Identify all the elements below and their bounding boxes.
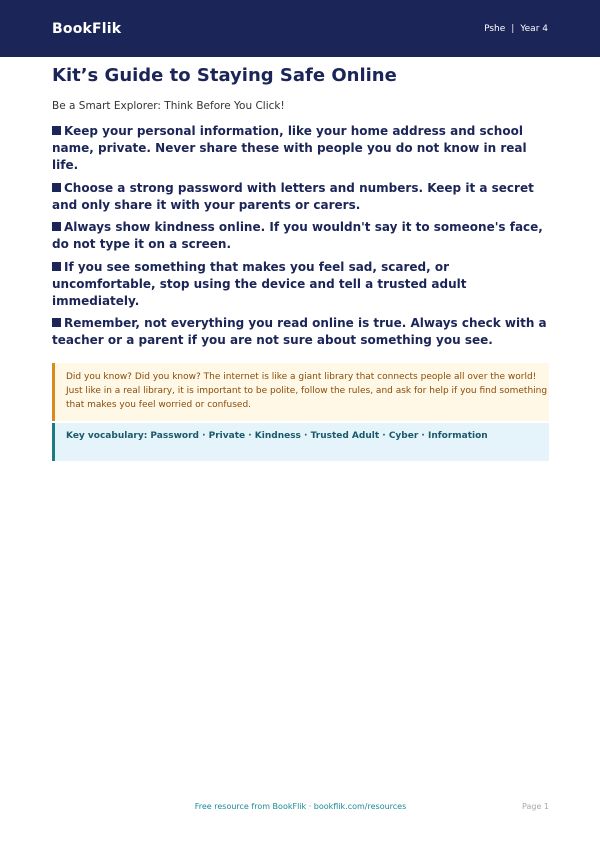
point-text: Keep your personal information, like your home address and school name, private. Never share these with people you do not know in real life. <box>52 124 527 172</box>
year-label: Year 4 <box>520 23 548 34</box>
square-bullet-icon <box>52 126 61 135</box>
square-bullet-icon <box>52 222 61 231</box>
point-text: Remember, not everything you read online is true. Always check with a teacher or a parent if you are not sure about something you see. <box>52 316 547 347</box>
list-item <box>52 315 549 349</box>
safety-points-list <box>52 123 549 349</box>
list-item <box>52 259 549 310</box>
list-item <box>52 123 549 174</box>
square-bullet-icon <box>52 262 61 271</box>
page-header <box>0 0 600 57</box>
main-content <box>52 64 549 461</box>
page-footer <box>52 802 549 814</box>
page-title: Kit’s Guide to Staying Safe Online <box>52 65 397 86</box>
did-you-know-callout <box>52 363 549 421</box>
square-bullet-icon <box>52 318 61 327</box>
list-item <box>52 219 549 253</box>
point-text: If you see something that makes you feel sad, scared, or uncomfortable, stop using the device and tell a trusted adult immediately. <box>52 259 467 308</box>
meta-separator: | <box>511 23 515 34</box>
brand-logo[interactable]: BookFlik <box>52 20 122 37</box>
key-vocabulary-box <box>52 423 549 461</box>
page-number: Page 1 <box>522 802 549 811</box>
point-text: Always show kindness online. If you wouldn't say it to someone's face, do not type it on a screen. <box>52 220 543 251</box>
header-meta <box>484 24 548 34</box>
point-text: Choose a strong password with letters and numbers. Keep it a secret and only share it with your parents or carers. <box>52 180 534 212</box>
vocab-text: Key vocabulary: Password · Private · Kindness · Trusted Adult · Cyber · Information <box>66 431 488 441</box>
subject-label: Pshe <box>484 23 506 34</box>
page-subtitle: Be a Smart Explorer: Think Before You Click! <box>52 100 285 112</box>
square-bullet-icon <box>52 183 61 192</box>
callout-text: Did you know? Did you know? The internet is like a giant library that connects people all over the world! Just like in a real library, it is important to be polite, follow the rules, and ask for help if you find something that makes you feel worried or confused. <box>66 372 548 410</box>
footer-resource-link[interactable]: Free resource from BookFlik · bookflik.com/resources <box>194 802 407 811</box>
list-item <box>52 180 549 214</box>
